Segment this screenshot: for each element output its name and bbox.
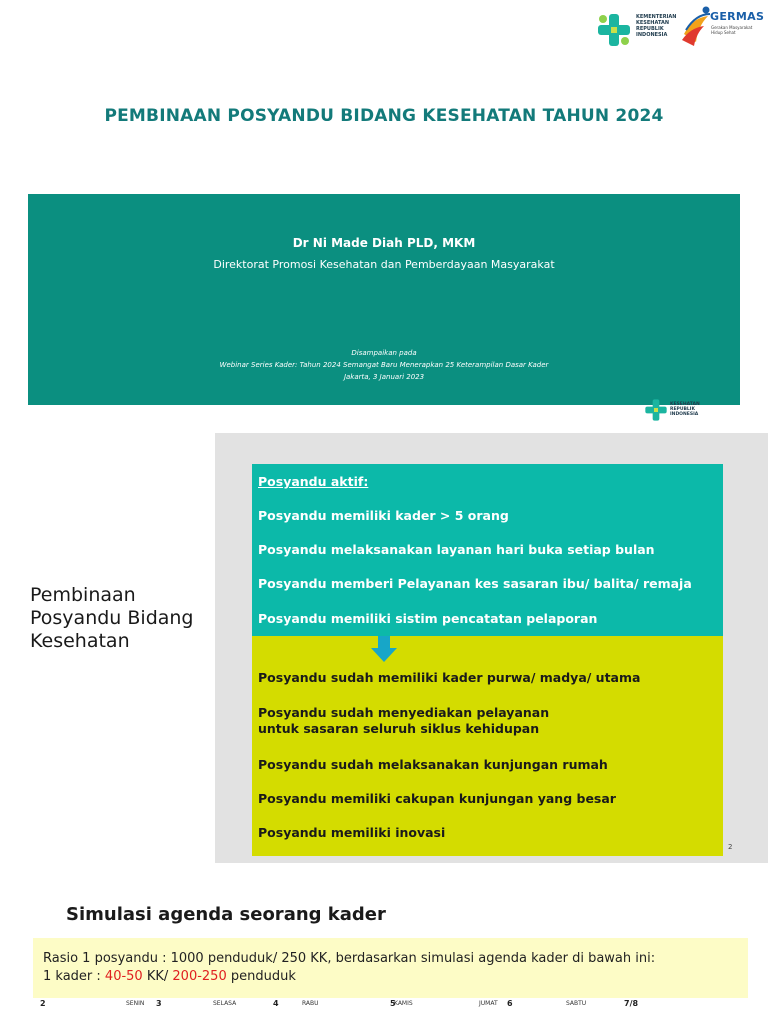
date-number: 6 <box>507 999 513 1008</box>
list-item: Posyandu melaksanakan layanan hari buka setiap bulan <box>258 542 655 557</box>
ratio-kader-label: 1 kader : <box>43 969 105 984</box>
list-item: Posyandu sudah menyediakan pelayanan untuk sasaran seluruh siklus kehidupan <box>258 705 550 736</box>
active-posyandu-heading: Posyandu aktif: <box>258 474 369 489</box>
list-item: Posyandu memiliki kader > 5 orang <box>258 508 509 523</box>
kemenkes-small-logo <box>644 396 710 424</box>
page-number: 2 <box>728 843 733 851</box>
active-posyandu-box <box>252 464 723 636</box>
posyandu-slide <box>215 433 768 863</box>
kk-range: 40-50 <box>104 969 143 984</box>
delivered-label: Disampaikan pada <box>351 349 417 357</box>
kemenkes-logo <box>596 8 677 48</box>
germas-wordmark: GERMAS <box>710 10 765 23</box>
kemenkes-emblem-icon <box>596 12 632 48</box>
down-arrow-icon <box>370 636 398 664</box>
day-label-kamis: KAMIS <box>394 1000 413 1007</box>
simulation-title: Simulasi agenda seorang kader <box>66 904 386 925</box>
population-range: 200-250 <box>172 969 227 984</box>
date-number: 3 <box>156 999 162 1008</box>
germas-figure-icon <box>680 4 714 48</box>
day-label-sabtu: SABTU <box>566 1000 587 1007</box>
date-number: 4 <box>273 999 279 1008</box>
kk-separator: KK/ <box>142 969 173 984</box>
ratio-kader-text <box>43 969 296 984</box>
date-number: 7/8 <box>624 999 639 1008</box>
list-item: Posyandu sudah melaksanakan kunjungan rumah <box>258 757 608 772</box>
presenter-name: Dr Ni Made Diah PLD, MKM <box>292 236 476 250</box>
presenter-organization: Direktorat Promosi Kesehatan dan Pemberdayaan Masyarakat <box>213 258 555 271</box>
day-label-jumat: JUMAT <box>479 1000 498 1007</box>
population-suffix: penduduk <box>226 969 296 984</box>
day-label-senin: SENIN <box>126 1000 145 1007</box>
week-column-number: 2 <box>40 999 46 1008</box>
ratio-text: Rasio 1 posyandu : 1000 penduduk/ 250 KK, berdasarkan simulasi agenda kader di bawah ini: <box>43 951 656 966</box>
list-item: Posyandu memberi Pelayanan kes sasaran ibu/ balita/ remaja <box>258 576 692 591</box>
day-label-selasa: SELASA <box>213 1000 237 1007</box>
list-item: Posyandu sudah memiliki kader purwa/ madya/ utama <box>258 670 641 685</box>
list-item: Posyandu memiliki cakupan kunjungan yang besar <box>258 791 616 806</box>
kemenkes-emblem-small-icon <box>644 398 668 422</box>
list-item: Posyandu memiliki inovasi <box>258 825 446 840</box>
small-logo-text: KESEHATAN REPUBLIK INDONESIA <box>670 402 700 417</box>
day-label-rabu: RABU <box>302 1000 319 1007</box>
presenter-banner <box>28 194 740 405</box>
date-number: 5 <box>390 999 396 1008</box>
advanced-posyandu-box <box>252 636 723 856</box>
event-date: Jakarta, 3 Januari 2023 <box>343 373 425 381</box>
ratio-box <box>33 938 748 998</box>
section-title: Pembinaan Posyandu Bidang Kesehatan <box>30 584 194 652</box>
event-name: Webinar Series Kader: Tahun 2024 Semangat Baru Menerapkan 25 Keterampilan Dasar Kader <box>219 361 549 369</box>
germas-logo <box>680 4 765 48</box>
page-title: PEMBINAAN POSYANDU BIDANG KESEHATAN TAHUN 2024 <box>104 106 664 126</box>
germas-tagline: Gerakan Masyarakat Hidup Sehat <box>711 25 753 35</box>
kemenkes-logo-text: KEMENTERIAN KESEHATAN REPUBLIK INDONESIA <box>636 14 677 38</box>
list-item: Posyandu memiliki sistim pencatatan pelaporan <box>258 611 598 626</box>
